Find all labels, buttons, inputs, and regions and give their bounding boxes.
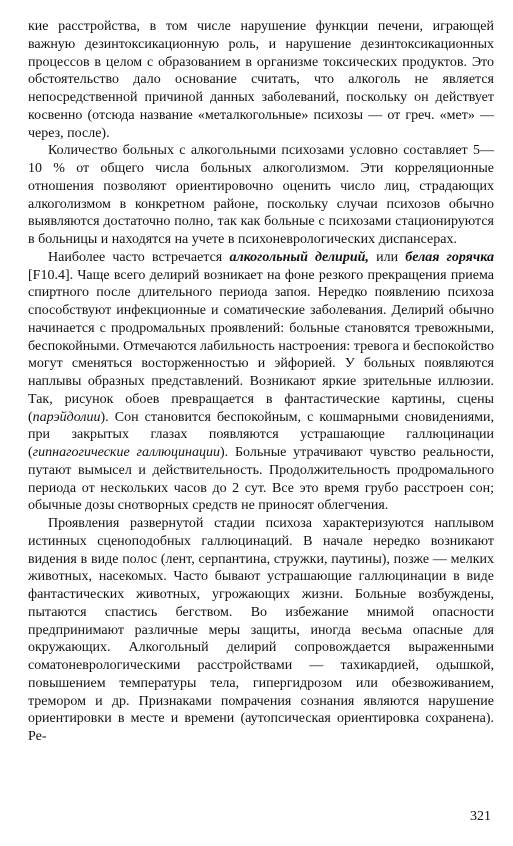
paragraph-4: Проявления развернутой стадии психоза характеризуются наплывом истинных сценоподобных галлюцинаций. В начале нередко возникают видения в виде полос (лент, серпантина, стружки, паутины), позже — мелких животных, насекомых. Часто бывают устрашающие галлюцинации в виде фантастических животных, угрожающих жизни. Больные возбуждены, пытаются спастись бегством. Во избежание мнимой опасности предпринимают различные меры защиты, иногда весьма опасные для окружающих. Алкогольный делирий сопровождается выраженными соматоневрологическими расстройствами — тахикардией, одышкой, повышением температуры тела, гипергидрозом или обезвоживанием, тремором и др. Признаками помрачения сознания являются нарушение ориентировки в месте и времени (аутопсическая ориентировка сохранена). Ре-	[28, 516, 494, 744]
paragraph-3-text-4: ). Сон становится беспокойным, с кошмарными сновидениями, при закрытых глазах появляются устрашающие галлюцинации (	[28, 409, 494, 460]
page-number: 321	[470, 809, 491, 824]
term-hypnagogic-hallucinations: гипнагогические галлюцинации	[32, 445, 220, 460]
paragraph-3-text-3: [F10.4]. Чаще всего делирий возникает на фоне резкого прекращения приема спиртного после длительного периода запоя. Нередко появлению психоза способствуют инфекционные и соматические заболевания. Делирий обычно начинается с продромальных проявлений: больные становятся тревожными, беспокойными. Отмечаются лабильность настроения: тревога и беспокойство могут сменяться восторженностью и эйфорией. У больных появляются наплывы образных представлений. Возникают яркие зрительные иллюзии. Так, рисунок обоев превращается в фантастические картины, сцены (	[28, 267, 494, 425]
paragraph-3	[28, 249, 494, 515]
term-white-fever: белая горячка	[405, 249, 494, 265]
term-alcoholic-delirium: алкогольный делирий,	[229, 249, 369, 265]
paragraph-3-text-2: или	[368, 249, 406, 265]
paragraph-2: Количество больных с алкогольными психозами условно составляет 5—10 % от общего числа больных алкоголизмом. Эти корреляционные отношения позволяют ориентировочно оценить число лиц, страдающих алкоголизмом в конкретном районе, поскольку случаи психозов обычно выявляются достаточно полно, так как больные с психозами стационируются в больницы и находятся на учете в психоневрологических диспансерах.	[28, 143, 494, 247]
paragraph-1: кие расстройства, в том числе нарушение функции печени, играющей важную дезинтоксикационную роль, и нарушение дезинтоксикационных процессов в целом с образованием в организме токсических продуктов. Это обстоятельство дало основание считать, что алкоголь не является непосредственной причиной данных заболеваний, поскольку он действует косвенно (отсюда название «металкогольные» психозы — от греч. «мет» — через, после).	[28, 19, 494, 141]
paragraph-3-text-1: Наиболее часто встречается	[48, 249, 230, 265]
paragraph-3-text-5: ). Больные утрачивают чувство реальности, путают вымысел и действительность. Продолжительность продромального периода от нескольких часов до 2 сут. Все это время грубо расстроен сон; обычные дозы снотворных средств не приносят облегчения.	[28, 445, 494, 514]
page-body	[28, 18, 494, 746]
term-pareidolia: парэйдолии	[32, 409, 101, 425]
